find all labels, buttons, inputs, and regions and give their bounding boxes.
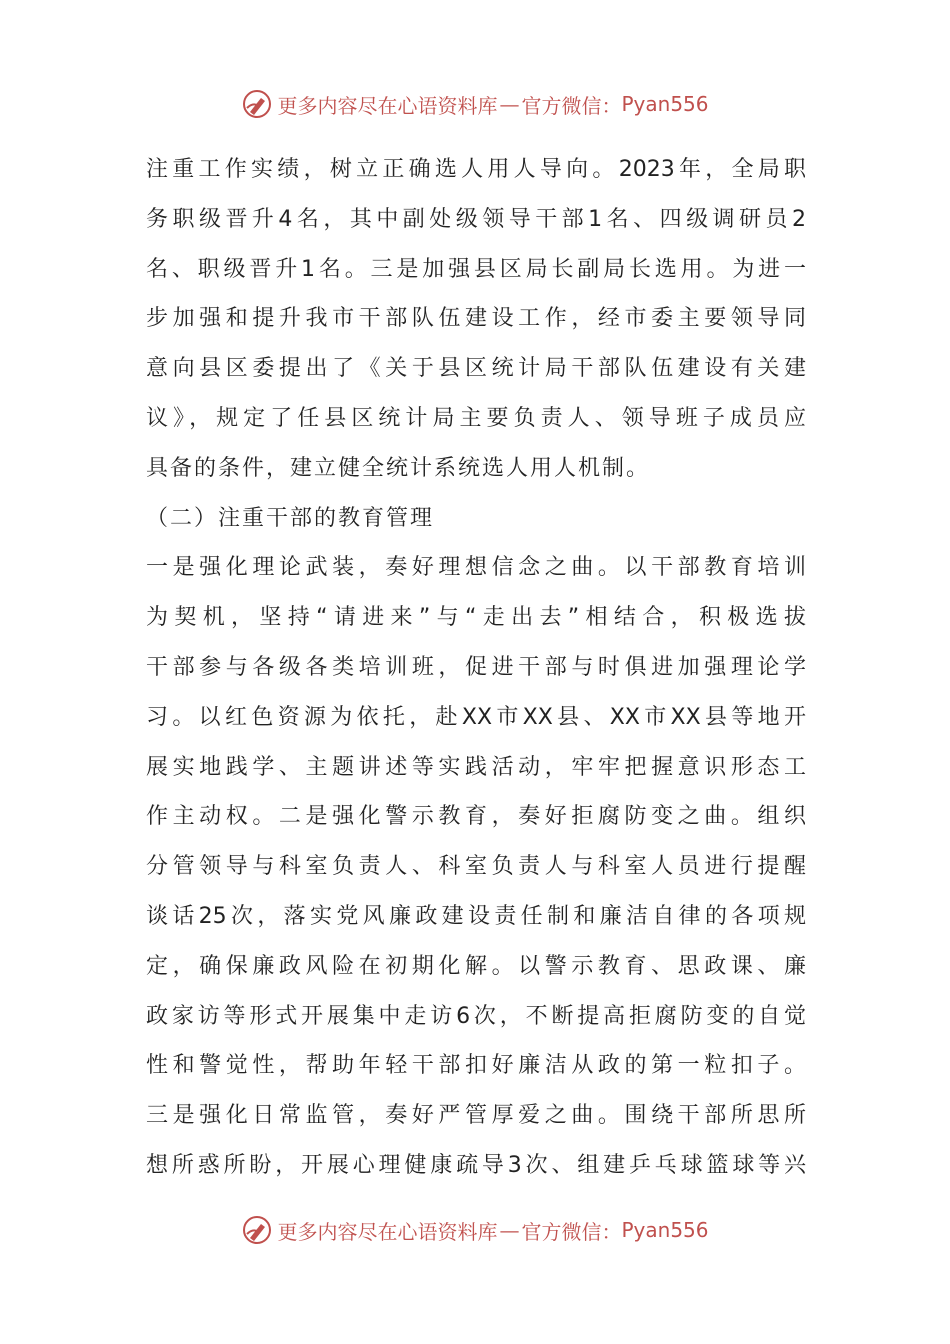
text-line: 一是强化理论武装，奏好理想信念之曲。以干部教育培训 — [146, 555, 806, 581]
text-line: 步加强和提升我市干部队伍建设工作，经市委主要领导同 — [146, 306, 806, 332]
watermark-text: 更多内容尽在心语资料库 — [277, 93, 498, 118]
text-line: 注重工作实绩，树立正确选人用人导向。2023年，全局职 — [146, 157, 806, 182]
pen-nib-circle-icon — [241, 1214, 273, 1246]
text-line: 为契机，坚持“请进来”与“走出去”相结合，积极选拔 — [146, 605, 806, 631]
text-line: 干部参与各级各类培训班，促进干部与时俱进加强理论学 — [146, 654, 806, 680]
text-line: 具备的条件，建立健全统计系统选人用人机制。 — [146, 455, 651, 481]
section-heading: （二）注重干部的教育管理 — [146, 505, 435, 531]
pen-nib-circle-icon — [241, 88, 273, 120]
text-line: 展实地践学、主题讲述等实践活动，牢牢把握意识形态工 — [146, 754, 806, 780]
body-text — [146, 145, 806, 1191]
watermark-wechat-label: 官方微信： — [521, 93, 622, 118]
watermark-footer — [0, 1210, 950, 1250]
text-line: 名、职级晋升1名。三是加强县区局长副局长选用。为进一 — [146, 256, 806, 282]
watermark-wechat-label: 官方微信： — [521, 1219, 622, 1244]
text-line: 习。以红色资源为依托，赴XX市XX县、XX市XX县等地开 — [146, 704, 806, 730]
watermark-wechat-id: Pyan556 — [621, 92, 709, 116]
text-line: 谈话25次，落实党风廉政建设责任制和廉洁自律的各项规 — [146, 903, 806, 929]
watermark-wechat-id: Pyan556 — [621, 1218, 709, 1242]
text-line: 三是强化日常监管，奏好严管厚爱之曲。围绕干部所思所 — [146, 1103, 806, 1129]
text-line: 想所惑所盼，开展心理健康疏导3次、组建乒乓球篮球等兴 — [146, 1152, 806, 1178]
text-line: 政家访等形式开展集中走访6次，不断提高拒腐防变的自觉 — [146, 1003, 806, 1029]
text-line: 分管领导与科室负责人、科室负责人与科室人员进行提醒 — [146, 854, 806, 880]
text-line: 定，确保廉政风险在初期化解。以警示教育、思政课、廉 — [146, 953, 806, 979]
watermark-header — [0, 84, 950, 124]
text-line: 作主动权。二是强化警示教育，奏好拒腐防变之曲。组织 — [146, 804, 806, 830]
watermark-dash: — — [499, 92, 520, 116]
watermark-text: 更多内容尽在心语资料库 — [277, 1219, 498, 1244]
watermark-dash: — — [499, 1218, 520, 1242]
text-line: 性和警觉性，帮助年轻干部扣好廉洁从政的第一粒扣子。 — [146, 1053, 806, 1079]
text-line: 议》，规定了任县区统计局主要负责人、领导班子成员应 — [146, 405, 806, 431]
text-line: 意向县区委提出了《关于县区统计局干部队伍建设有关建 — [146, 356, 806, 382]
text-line: 务职级晋升4名，其中副处级领导干部1名、四级调研员2 — [146, 206, 806, 232]
